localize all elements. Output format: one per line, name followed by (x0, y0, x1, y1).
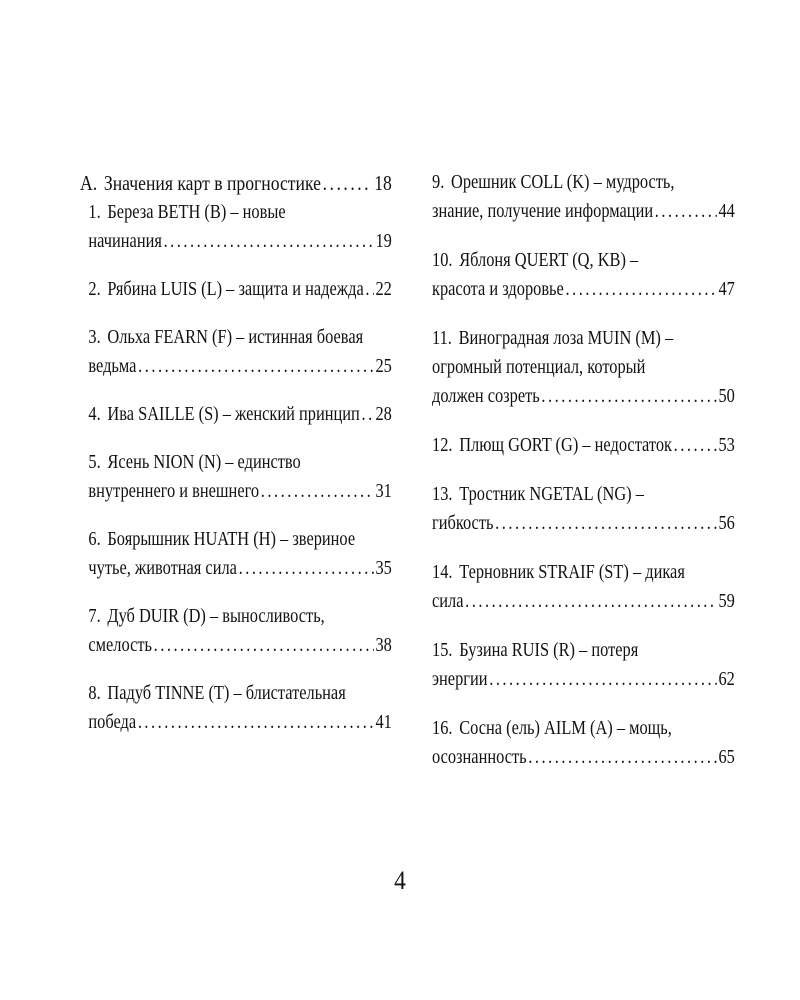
toc-entry-last-line (432, 665, 735, 694)
leader-dots (138, 352, 374, 381)
toc-entry-line (432, 480, 735, 509)
toc-entry-last-line (432, 275, 735, 304)
toc-entry-line (88, 198, 391, 227)
toc-entry-page: 38 (375, 635, 392, 656)
toc-entry-last-line (432, 743, 735, 772)
leader-dots (154, 631, 374, 660)
toc-entry-number: 8. (88, 683, 101, 704)
toc-entry-text: знание, получение информации (432, 201, 654, 222)
toc-entry-text: Виноградная лоза MUIN (M) – (458, 328, 674, 349)
toc-entry-number: 6. (88, 529, 101, 550)
toc-entry-text: Сосна (ель) AILM (A) – мощь, (459, 718, 672, 739)
toc-entry-text: должен созреть (432, 386, 540, 407)
toc-entry-last-line (88, 554, 391, 583)
toc-entry-last-line (432, 587, 735, 616)
toc-entry-page: 41 (375, 712, 392, 733)
toc-entry-text: Падуб TINNE (T) – блистательная (107, 683, 346, 704)
leader-dots (323, 168, 373, 198)
toc-entry (432, 324, 735, 411)
toc-entry-line (88, 602, 391, 631)
toc-entry-page: 47 (718, 279, 735, 300)
toc-entry-text: Боярышник HUATH (H) – звериное (107, 529, 356, 550)
toc-entry-number: 7. (88, 606, 101, 627)
toc-entry (432, 431, 735, 460)
leader-dots (261, 477, 374, 506)
toc-entry-text: осознанность (432, 747, 527, 768)
toc-right-column (432, 168, 735, 792)
toc-entry-number: 16. (432, 718, 453, 739)
toc-entry-text: начинания (88, 231, 162, 252)
toc-entry-last-line (88, 708, 391, 737)
toc-entry-page: 65 (718, 747, 735, 768)
toc-entry-text: Ясень NION (N) – единство (107, 452, 301, 473)
toc-entry-number: 14. (432, 562, 453, 583)
toc-entry-last-line (88, 631, 391, 660)
toc-entry-text: красота и здоровье (432, 279, 564, 300)
toc-entry-page: 25 (375, 356, 392, 377)
leader-dots (528, 743, 717, 772)
leader-dots (541, 382, 716, 411)
toc-section-heading (80, 168, 392, 198)
toc-entry-page: 35 (375, 558, 392, 579)
toc-entry-last-line (432, 197, 735, 226)
toc-entry-page: 19 (375, 231, 392, 252)
toc-entry-list-left (80, 198, 392, 737)
toc-entry-number: 1. (88, 202, 101, 223)
toc-entry-line (88, 448, 391, 477)
toc-entry-page: 44 (718, 201, 735, 222)
leader-dots (565, 275, 716, 304)
toc-entry-text: Береза BETH (B) – новые (107, 202, 286, 223)
toc-entry-page: 53 (718, 435, 735, 456)
page-number: 4 (394, 866, 406, 895)
toc-entry-list-right (432, 168, 735, 772)
toc-entry-page: 22 (375, 279, 392, 300)
toc-entry-line (432, 168, 735, 197)
toc-entry-text: смелость (88, 635, 152, 656)
toc-entry-number: 12. (432, 435, 453, 456)
leader-dots (674, 431, 717, 460)
toc-entry-text: Ольха FEARN (F) – истинная боевая (107, 327, 364, 348)
leader-dots (361, 400, 373, 429)
toc-entry-number: 5. (88, 452, 101, 473)
leader-dots (138, 708, 374, 737)
toc-entry (80, 448, 392, 506)
toc-entry-line (88, 679, 391, 708)
toc-entry (432, 714, 735, 772)
toc-entry-page: 50 (718, 386, 735, 407)
toc-entry-last-line (88, 400, 391, 429)
toc-entry-page: 56 (718, 513, 735, 534)
toc-entry-text: Рябина LUIS (L) – защита и надежда (107, 279, 364, 300)
toc-entry-text: Терновник STRAIF (ST) – дикая (459, 562, 685, 583)
toc-entry-text: Бузина RUIS (R) – потеря (459, 640, 639, 661)
toc-entry-line (432, 246, 735, 275)
section-title: Значения карт в прогностике (103, 171, 321, 195)
toc-entry (80, 602, 392, 660)
toc-left-column (80, 168, 392, 756)
toc-entry-number: 3. (88, 327, 101, 348)
toc-entry (432, 168, 735, 226)
toc-entry (80, 323, 392, 381)
toc-entry-text: гибкость (432, 513, 494, 534)
toc-entry-text: Ива SAILLE (S) – женский принцип (107, 404, 360, 425)
leader-dots (495, 509, 717, 538)
toc-entry-number: 4. (88, 404, 101, 425)
toc-entry (432, 558, 735, 616)
toc-entry-last-line (88, 477, 391, 506)
toc-entry-page: 31 (375, 481, 392, 502)
toc-entry-number: 15. (432, 640, 453, 661)
leader-dots (489, 665, 717, 694)
toc-entry-line (432, 558, 735, 587)
toc-entry-last-line (432, 509, 735, 538)
toc-entry-last-line (88, 275, 391, 304)
toc-entry (80, 525, 392, 583)
toc-entry-text: Дуб DUIR (D) – выносливость, (107, 606, 325, 627)
toc-entry-line (432, 714, 735, 743)
leader-dots (164, 227, 374, 256)
toc-entry-text: ведьма (88, 356, 137, 377)
leader-dots (239, 554, 374, 583)
toc-entry-text: энергии (432, 669, 488, 690)
section-page: 18 (374, 171, 392, 195)
toc-entry-page: 59 (718, 591, 735, 612)
toc-entry-line (432, 324, 735, 353)
toc-entry-last-line (432, 382, 735, 411)
toc-entry (80, 679, 392, 737)
toc-entry-line (432, 353, 735, 382)
toc-entry (432, 636, 735, 694)
leader-dots (465, 587, 717, 616)
leader-dots (365, 275, 373, 304)
leader-dots (655, 197, 717, 226)
toc-entry-line (432, 636, 735, 665)
toc-entry (432, 246, 735, 304)
toc-entry-line (88, 323, 391, 352)
toc-entry-page: 28 (375, 404, 392, 425)
toc-entry-text: чутье, животная сила (88, 558, 237, 579)
toc-entry-text: огромный потенциал, который (432, 357, 646, 378)
toc-entry-text: Яблоня QUERT (Q, KB) – (459, 250, 639, 271)
toc-entry-text: внутреннего и внешнего (88, 481, 260, 502)
toc-entry-last-line (88, 352, 391, 381)
toc-entry (80, 400, 392, 429)
toc-entry-text: Плющ GORT (G) – недостаток (459, 435, 672, 456)
toc-entry (80, 198, 392, 256)
toc-entry-text: сила (432, 591, 464, 612)
toc-entry (80, 275, 392, 304)
toc-entry-number: 10. (432, 250, 453, 271)
toc-entry-text: Орешник COLL (K) – мудрость, (451, 172, 675, 193)
toc-entry-number: 11. (432, 328, 452, 349)
section-letter: А. (80, 171, 98, 195)
toc-entry-line (88, 525, 391, 554)
toc-entry-last-line (88, 227, 391, 256)
toc-entry-last-line (432, 431, 735, 460)
toc-entry-page: 62 (718, 669, 735, 690)
toc-entry (432, 480, 735, 538)
toc-entry-number: 2. (88, 279, 101, 300)
toc-entry-text: Тростник NGETAL (NG) – (459, 484, 644, 505)
toc-entry-text: победа (88, 712, 137, 733)
toc-entry-number: 13. (432, 484, 453, 505)
toc-entry-number: 9. (432, 172, 445, 193)
